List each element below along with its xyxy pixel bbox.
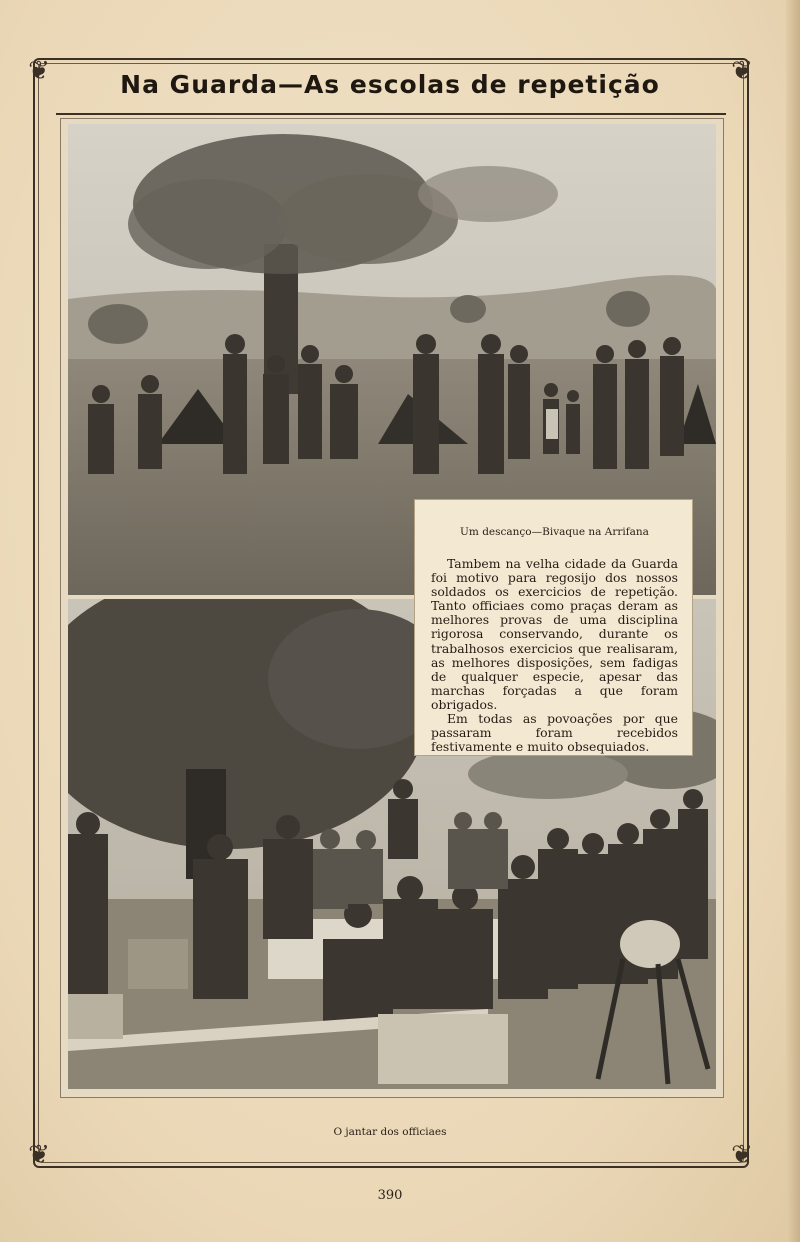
corner-ornament-icon: ❦ bbox=[731, 56, 753, 86]
title-rule bbox=[56, 113, 726, 115]
photo-caption-bottom: O jantar dos officiaes bbox=[333, 1126, 447, 1138]
page-binding-edge bbox=[786, 0, 800, 1242]
corner-ornament-icon: ❦ bbox=[28, 1140, 50, 1170]
photo-caption-top: Um descanço—Bivaque na Arrifana bbox=[460, 526, 649, 538]
corner-ornament-icon: ❦ bbox=[28, 56, 50, 86]
corner-ornament-icon: ❦ bbox=[731, 1140, 753, 1170]
page-title: Na Guarda—As escolas de repetição bbox=[120, 70, 660, 99]
page-number: 390 bbox=[377, 1188, 403, 1203]
article-paragraph: Tambem na velha cidade da Guarda foi motivo para regosijo dos nossos soldados os exercicios de repetição. Tanto officiaes como praças deram as melhores provas de uma disciplina rigorosa conservando, durante os trabalhosos exercicios que realisaram, as melhores disposições, sem fadigas de qualquer especie, apesar das marchas forçadas a que foram obrigados. bbox=[431, 556, 678, 712]
article-paragraph: Em todas as povoações por que passaram foram recebidos festivamente e muito obsequiados. bbox=[431, 711, 678, 755]
article-text-box bbox=[414, 499, 693, 756]
article-body bbox=[431, 557, 678, 754]
